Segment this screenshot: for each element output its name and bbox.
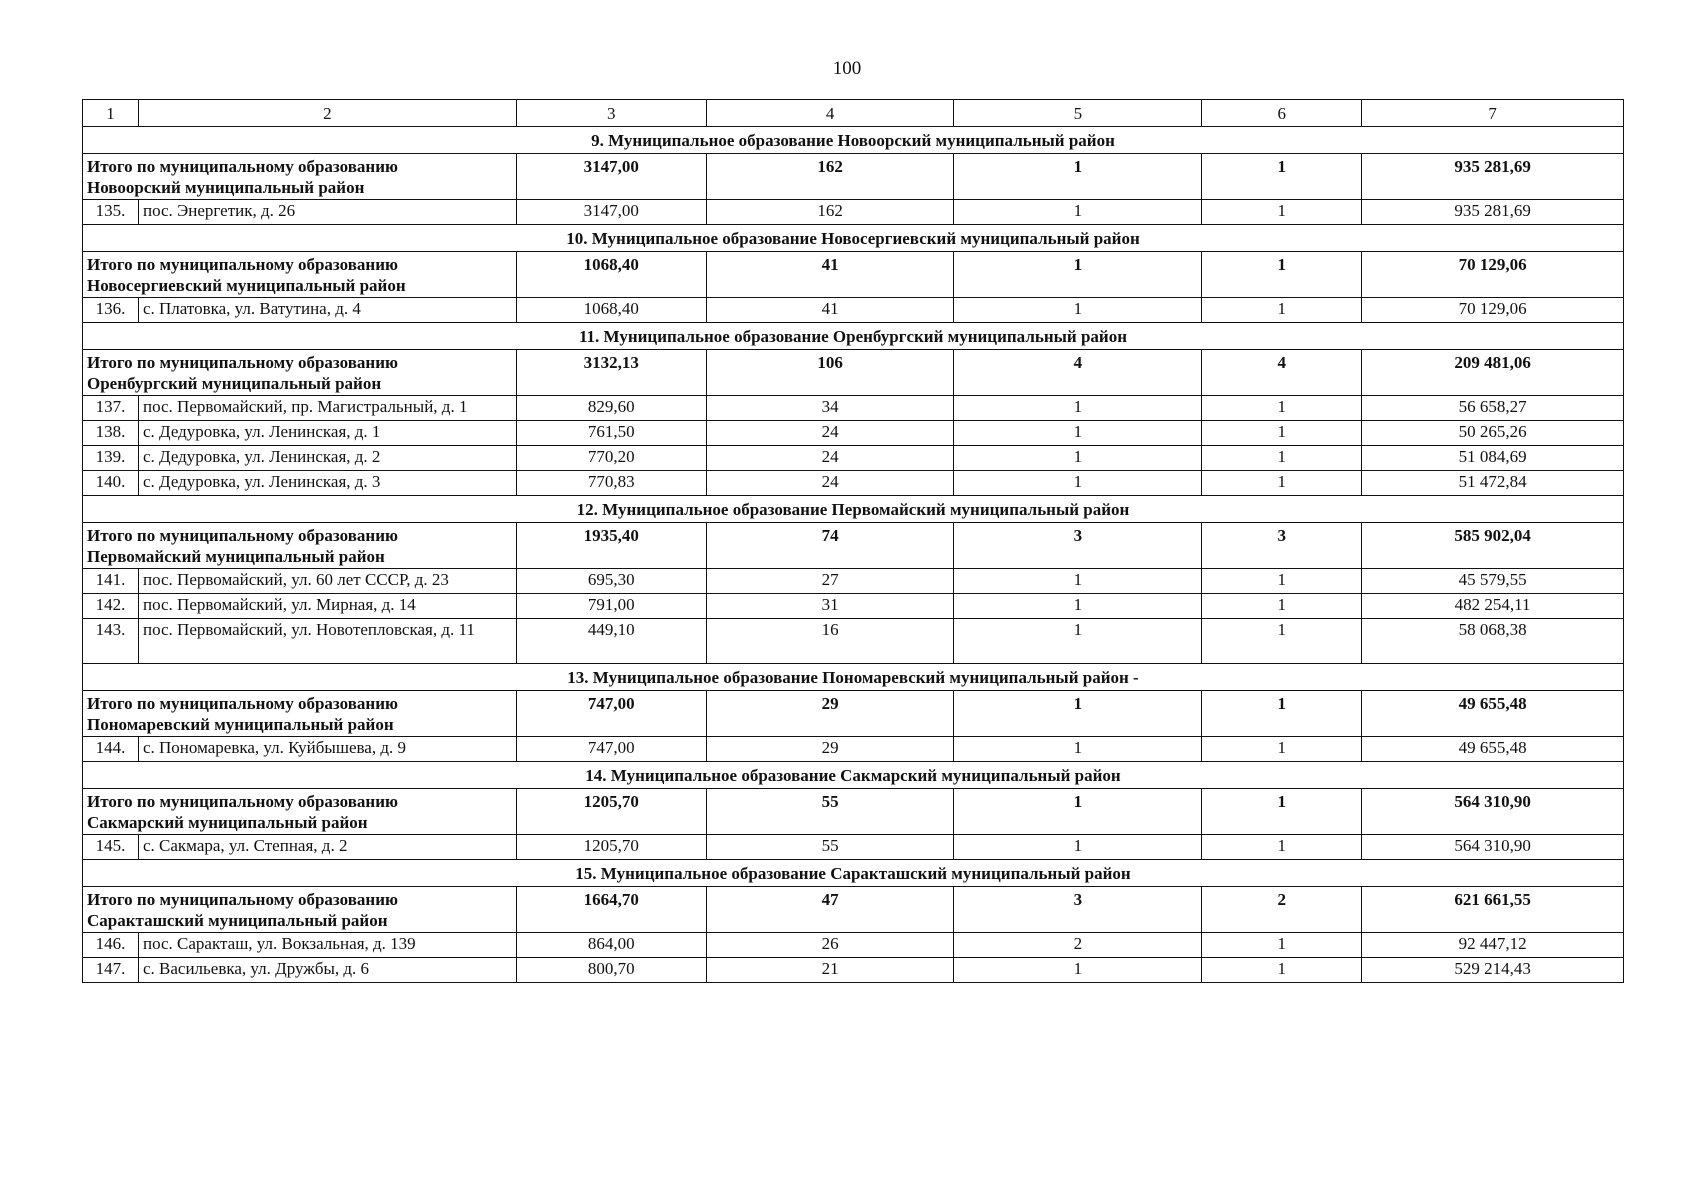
total-value: 3 (954, 523, 1202, 569)
row-value: 2 (954, 933, 1202, 958)
table-row (83, 396, 1624, 421)
row-value: 41 (706, 298, 954, 323)
row-address: пос. Первомайский, ул. Мирная, д. 14 (138, 594, 516, 619)
total-label-line: Итого по муниципальному образованию (87, 890, 398, 909)
section-header-row (83, 496, 1624, 523)
total-label-line: Сакмарский муниципальный район (87, 813, 368, 832)
row-value: 21 (706, 958, 954, 983)
section-title: 9. Муниципальное образование Новоорский муниципальный район (83, 127, 1624, 154)
row-value: 1 (954, 569, 1202, 594)
row-value: 1 (954, 298, 1202, 323)
row-value: 935 281,69 (1362, 200, 1624, 225)
row-address: с. Дедуровка, ул. Ленинская, д. 1 (138, 421, 516, 446)
total-value: 74 (706, 523, 954, 569)
total-value: 2 (1202, 887, 1362, 933)
total-value: 70 129,06 (1362, 252, 1624, 298)
total-value: 747,00 (516, 691, 706, 737)
row-value: 1 (954, 619, 1202, 664)
row-number: 138. (83, 421, 139, 446)
total-label (83, 887, 517, 933)
total-value: 3 (954, 887, 1202, 933)
table-row (83, 594, 1624, 619)
table-row (83, 737, 1624, 762)
total-value: 47 (706, 887, 954, 933)
total-value: 3132,13 (516, 350, 706, 396)
total-value: 1 (1202, 691, 1362, 737)
row-value: 162 (706, 200, 954, 225)
row-value: 24 (706, 471, 954, 496)
total-value: 564 310,90 (1362, 789, 1624, 835)
total-value: 1 (954, 252, 1202, 298)
section-header-row (83, 860, 1624, 887)
total-label (83, 252, 517, 298)
table-row (83, 569, 1624, 594)
total-value: 1068,40 (516, 252, 706, 298)
row-value: 58 068,38 (1362, 619, 1624, 664)
row-value: 49 655,48 (1362, 737, 1624, 762)
row-value: 1 (954, 737, 1202, 762)
table-row (83, 958, 1624, 983)
row-address: пос. Первомайский, ул. 60 лет СССР, д. 23 (138, 569, 516, 594)
row-value: 770,83 (516, 471, 706, 496)
total-label (83, 789, 517, 835)
row-value: 829,60 (516, 396, 706, 421)
table-row (83, 933, 1624, 958)
table-row (83, 619, 1624, 664)
row-number: 146. (83, 933, 139, 958)
row-value: 770,20 (516, 446, 706, 471)
row-value: 1 (1202, 619, 1362, 664)
total-value: 4 (1202, 350, 1362, 396)
total-value: 1 (1202, 789, 1362, 835)
row-value: 1 (1202, 835, 1362, 860)
row-value: 34 (706, 396, 954, 421)
table-row (83, 298, 1624, 323)
table-row (83, 471, 1624, 496)
total-value: 4 (954, 350, 1202, 396)
section-title: 12. Муниципальное образование Первомайский муниципальный район (83, 496, 1624, 523)
row-value: 1 (1202, 594, 1362, 619)
total-value: 1 (1202, 154, 1362, 200)
table-body (83, 100, 1624, 983)
row-value: 1 (1202, 421, 1362, 446)
row-value: 70 129,06 (1362, 298, 1624, 323)
total-label-line: Оренбургский муниципальный район (87, 374, 382, 393)
total-row (83, 154, 1624, 200)
total-row (83, 887, 1624, 933)
row-value: 1068,40 (516, 298, 706, 323)
row-number: 142. (83, 594, 139, 619)
total-row (83, 691, 1624, 737)
total-label (83, 154, 517, 200)
column-header-row (83, 100, 1624, 127)
row-address: с. Пономаревка, ул. Куйбышева, д. 9 (138, 737, 516, 762)
row-number: 137. (83, 396, 139, 421)
row-value: 1 (1202, 298, 1362, 323)
row-value: 747,00 (516, 737, 706, 762)
total-value: 3 (1202, 523, 1362, 569)
total-value: 585 902,04 (1362, 523, 1624, 569)
row-value: 45 579,55 (1362, 569, 1624, 594)
row-number: 143. (83, 619, 139, 664)
row-value: 1 (1202, 737, 1362, 762)
column-header: 7 (1362, 100, 1624, 127)
row-value: 1205,70 (516, 835, 706, 860)
total-value: 1935,40 (516, 523, 706, 569)
section-title: 15. Муниципальное образование Саракташский муниципальный район (83, 860, 1624, 887)
total-label-line: Первомайский муниципальный район (87, 547, 385, 566)
row-address: с. Дедуровка, ул. Ленинская, д. 2 (138, 446, 516, 471)
total-label-line: Новоорский муниципальный район (87, 178, 365, 197)
row-value: 1 (954, 446, 1202, 471)
total-value: 209 481,06 (1362, 350, 1624, 396)
total-label-line: Саракташский муниципальный район (87, 911, 388, 930)
row-value: 1 (954, 396, 1202, 421)
row-value: 24 (706, 421, 954, 446)
column-header: 2 (138, 100, 516, 127)
total-label-line: Итого по муниципальному образованию (87, 353, 398, 372)
row-value: 800,70 (516, 958, 706, 983)
table-row (83, 835, 1624, 860)
row-address: с. Сакмара, ул. Степная, д. 2 (138, 835, 516, 860)
row-value: 16 (706, 619, 954, 664)
table-row (83, 421, 1624, 446)
row-value: 1 (1202, 200, 1362, 225)
table-row (83, 200, 1624, 225)
row-value: 3147,00 (516, 200, 706, 225)
row-address: с. Дедуровка, ул. Ленинская, д. 3 (138, 471, 516, 496)
total-label-line: Итого по муниципальному образованию (87, 694, 398, 713)
row-address: пос. Энергетик, д. 26 (138, 200, 516, 225)
total-value: 3147,00 (516, 154, 706, 200)
row-address: пос. Первомайский, ул. Новотепловская, д. 11 (138, 619, 516, 664)
section-header-row (83, 323, 1624, 350)
row-number: 140. (83, 471, 139, 496)
row-address: пос. Саракташ, ул. Вокзальная, д. 139 (138, 933, 516, 958)
row-number: 139. (83, 446, 139, 471)
total-row (83, 789, 1624, 835)
total-value: 621 661,55 (1362, 887, 1624, 933)
total-label-line: Итого по муниципальному образованию (87, 157, 398, 176)
row-value: 51 472,84 (1362, 471, 1624, 496)
section-title: 13. Муниципальное образование Пономаревский муниципальный район - (83, 664, 1624, 691)
column-header: 6 (1202, 100, 1362, 127)
row-number: 136. (83, 298, 139, 323)
column-header: 1 (83, 100, 139, 127)
total-value: 1 (1202, 252, 1362, 298)
total-row (83, 523, 1624, 569)
section-title: 11. Муниципальное образование Оренбургский муниципальный район (83, 323, 1624, 350)
total-row (83, 350, 1624, 396)
row-number: 141. (83, 569, 139, 594)
row-value: 1 (1202, 396, 1362, 421)
row-value: 761,50 (516, 421, 706, 446)
section-title: 10. Муниципальное образование Новосергиевский муниципальный район (83, 225, 1624, 252)
table-row (83, 446, 1624, 471)
total-label-line: Пономаревский муниципальный район (87, 715, 394, 734)
row-value: 50 265,26 (1362, 421, 1624, 446)
section-title: 14. Муниципальное образование Сакмарский муниципальный район (83, 762, 1624, 789)
row-number: 145. (83, 835, 139, 860)
column-header: 3 (516, 100, 706, 127)
row-value: 1 (1202, 933, 1362, 958)
row-value: 449,10 (516, 619, 706, 664)
section-header-row (83, 664, 1624, 691)
total-value: 1205,70 (516, 789, 706, 835)
total-row (83, 252, 1624, 298)
section-header-row (83, 762, 1624, 789)
total-value: 162 (706, 154, 954, 200)
row-number: 147. (83, 958, 139, 983)
row-value: 1 (954, 835, 1202, 860)
row-number: 135. (83, 200, 139, 225)
total-label (83, 523, 517, 569)
row-value: 51 084,69 (1362, 446, 1624, 471)
total-label (83, 350, 517, 396)
row-value: 1 (954, 471, 1202, 496)
total-value: 41 (706, 252, 954, 298)
row-value: 29 (706, 737, 954, 762)
total-value: 55 (706, 789, 954, 835)
row-value: 27 (706, 569, 954, 594)
row-address: пос. Первомайский, пр. Магистральный, д. 1 (138, 396, 516, 421)
total-value: 1 (954, 154, 1202, 200)
section-header-row (83, 225, 1624, 252)
row-value: 1 (954, 421, 1202, 446)
row-value: 1 (954, 200, 1202, 225)
total-value: 1 (954, 789, 1202, 835)
total-value: 106 (706, 350, 954, 396)
row-value: 564 310,90 (1362, 835, 1624, 860)
column-header: 5 (954, 100, 1202, 127)
total-value: 935 281,69 (1362, 154, 1624, 200)
row-value: 24 (706, 446, 954, 471)
total-value: 1664,70 (516, 887, 706, 933)
row-value: 529 214,43 (1362, 958, 1624, 983)
total-label-line: Итого по муниципальному образованию (87, 526, 398, 545)
row-value: 695,30 (516, 569, 706, 594)
page-number: 100 (832, 58, 862, 79)
row-value: 92 447,12 (1362, 933, 1624, 958)
row-value: 55 (706, 835, 954, 860)
row-value: 1 (1202, 446, 1362, 471)
total-label-line: Новосергиевский муниципальный район (87, 276, 406, 295)
row-value: 791,00 (516, 594, 706, 619)
row-value: 31 (706, 594, 954, 619)
row-value: 26 (706, 933, 954, 958)
column-header: 4 (706, 100, 954, 127)
row-value: 1 (1202, 471, 1362, 496)
total-value: 49 655,48 (1362, 691, 1624, 737)
row-value: 1 (1202, 958, 1362, 983)
row-address: с. Платовка, ул. Ватутина, д. 4 (138, 298, 516, 323)
row-value: 56 658,27 (1362, 396, 1624, 421)
row-value: 864,00 (516, 933, 706, 958)
total-label-line: Итого по муниципальному образованию (87, 255, 398, 274)
row-value: 482 254,11 (1362, 594, 1624, 619)
row-address: с. Васильевка, ул. Дружбы, д. 6 (138, 958, 516, 983)
total-label (83, 691, 517, 737)
row-value: 1 (954, 958, 1202, 983)
total-value: 1 (954, 691, 1202, 737)
housing-table (82, 99, 1624, 983)
section-header-row (83, 127, 1624, 154)
total-label-line: Итого по муниципальному образованию (87, 792, 398, 811)
total-value: 29 (706, 691, 954, 737)
row-number: 144. (83, 737, 139, 762)
row-value: 1 (954, 594, 1202, 619)
row-value: 1 (1202, 569, 1362, 594)
